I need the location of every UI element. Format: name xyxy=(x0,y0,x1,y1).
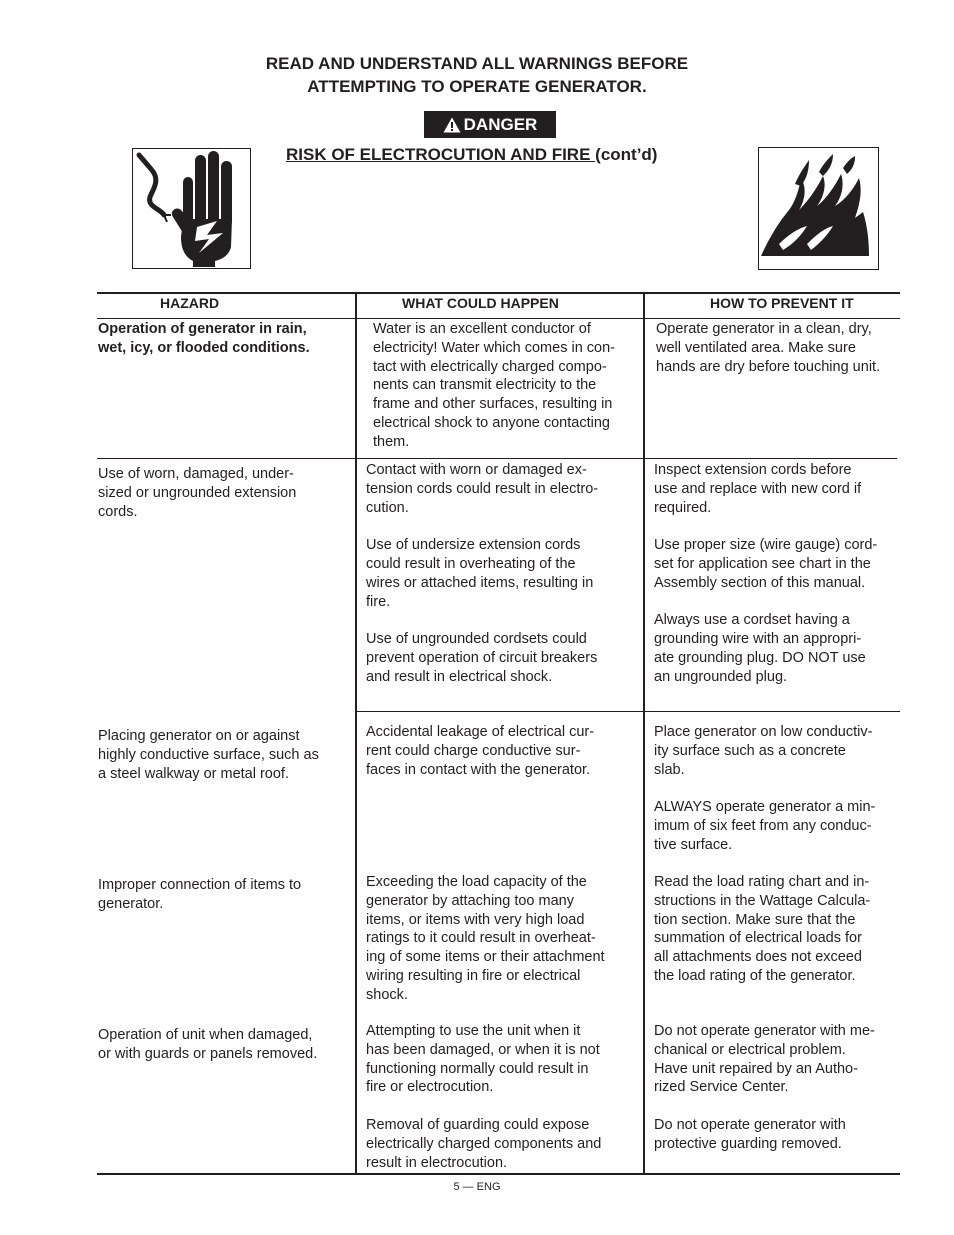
table-cell-prevent: Inspect extension cords before use and replace with new cord if required. Use proper size (wire gauge) cord- set for application see chart in the Assembly section of this manual. Always use a cordset having a grounding wire with an appropri- ate grounding plug. DO NOT use an ungrounded plug. xyxy=(654,462,878,685)
table-cell-prevent: Operate generator in a clean, dry, well ventilated area. Make sure hands are dry before touching unit. xyxy=(656,321,881,375)
column-divider xyxy=(643,294,645,1174)
electrocution-hand-icon xyxy=(132,148,251,269)
fire-flames-icon xyxy=(758,147,879,270)
table-cell-happen: Water is an excellent conductor of electricity! Water which comes in con- tact with electrically charged compo- nents can transmit electricity to the frame and other surfaces, resulting in electrical shock to anyone contacting them. xyxy=(373,321,616,450)
table-cell-happen: Attempting to use the unit when it has been damaged, or when it is not functioning normally could result in fire or electrocution. Removal of guarding could expose electrically charged components and result in electrocution. xyxy=(366,1023,602,1171)
table-cell-prevent: Do not operate generator with me- chanical or electrical problem. Have unit repaired by an Autho- rized Service Center. Do not operate generator with protective guarding removed. xyxy=(654,1023,875,1152)
table-bottom-rule xyxy=(97,1173,900,1175)
table-cell-happen: Contact with worn or damaged ex- tension cords could result in electro- cution. Use of undersize extension cords could result in overheating of the wires or attached items, resulting in fire. Use of ungrounded cordsets could prevent operation of circuit breakers and result in electrical shock. xyxy=(366,462,599,685)
page-number: 5 — ENG xyxy=(453,1181,501,1193)
table-cell-happen: Accidental leakage of electrical cur- rent could charge conductive sur- faces in contact with the generator. xyxy=(366,724,595,778)
danger-label: DANGER xyxy=(463,114,538,134)
section-title xyxy=(286,145,657,165)
danger-badge xyxy=(424,111,556,138)
column-header-hazard: HAZARD xyxy=(160,295,220,311)
page-title-line-1: READ AND UNDERSTAND ALL WARNINGS BEFORE xyxy=(265,54,689,73)
row-rule xyxy=(97,458,897,459)
section-title-main: RISK OF ELECTROCUTION AND FIRE xyxy=(286,145,596,164)
table-top-rule xyxy=(97,292,900,294)
table-cell-hazard: Operation of unit when damaged, or with guards or panels removed. xyxy=(98,1027,318,1062)
column-header-happen: WHAT COULD HAPPEN xyxy=(402,295,559,311)
page-title-line-2: ATTEMPTING TO OPERATE GENERATOR. xyxy=(307,77,647,96)
row-rule xyxy=(355,711,900,712)
table-cell-happen: Exceeding the load capacity of the generator by attaching too many items, or items with very high load ratings to it could result in overheat- ing of some items or their attachment wiring resulting in fire or electrical shock. xyxy=(366,874,605,1003)
column-divider xyxy=(355,294,357,1174)
table-cell-prevent: Place generator on low conductiv- ity surface such as a concrete slab. ALWAYS operate generator a min- imum of six feet from any conduc- tive surface. xyxy=(654,724,876,853)
section-title-suffix: (cont’d) xyxy=(595,145,658,164)
table-cell-hazard: Use of worn, damaged, under- sized or ungrounded extension cords. xyxy=(98,466,297,520)
table-cell-hazard: Placing generator on or against highly conductive surface, such as a steel walkway or metal roof. xyxy=(98,728,319,782)
warning-triangle-icon xyxy=(443,117,461,133)
table-cell-hazard: Operation of generator in rain, wet, icy, or flooded conditions. xyxy=(98,321,310,356)
table-cell-prevent: Read the load rating chart and in- structions in the Wattage Calcula- tion section. Make sure that the summation of electrical loads for all attachments does not exceed the load rating of the generator. xyxy=(654,874,871,984)
column-header-prevent: HOW TO PREVENT IT xyxy=(710,295,854,311)
header-rule xyxy=(97,318,900,319)
table-cell-hazard: Improper connection of items to generator. xyxy=(98,877,302,912)
